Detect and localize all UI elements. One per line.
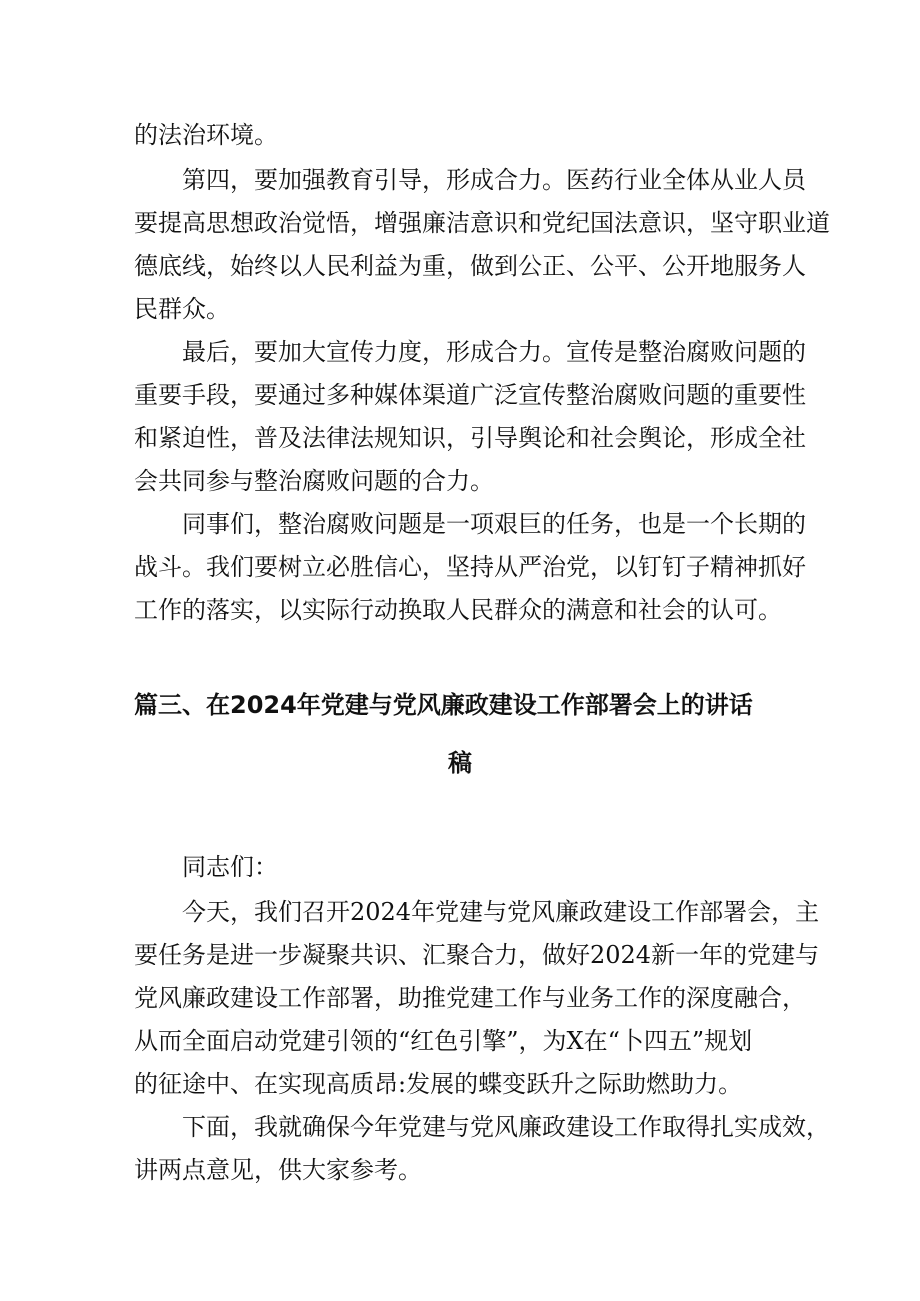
paragraph-line: 民群众。 [134,295,230,323]
paragraph-line: 第四，要加强教育引导，形成合力。医药行业全体从业人员 [182,166,806,194]
paragraph-line: 和紧迫性，普及法律法规知识，引导舆论和社会舆论，形成全社 [134,424,806,452]
paragraph-line: 要提高思想政治觉悟，增强廉洁意识和党纪国法意识，坚守职业道 [134,209,830,237]
paragraph-line: 会共同参与整治腐败问题的合力。 [134,467,494,495]
salutation: 同志们： [182,853,278,881]
paragraph-line: 讲两点意见，供大家参考。 [134,1156,422,1184]
paragraph-line: 要任务是进一步凝聚共识、汇聚合力，做好2024新一年的党建与 [134,941,820,969]
paragraph-line: 重要手段，要通过多种媒体渠道广泛宣传整治腐败问题的重要性 [134,381,806,409]
paragraph-line: 下面，我就确保今年党建与党风廉政建设工作取得扎实成效， [182,1113,830,1141]
paragraph-line: 从而全面启动党建引领的“红色引擎”，为X在“卜四五”规划 [134,1027,753,1055]
section-heading: 篇三、在2024年党建与党风廉政建设工作部署会上的讲话 [134,691,753,719]
paragraph-line: 德底线，始终以人民利益为重，做到公正、公平、公开地服务人 [134,252,806,280]
paragraph-line: 今天，我们召开2024年党建与党风廉政建设工作部署会，主 [182,898,820,926]
paragraph-line: 最后，要加大宣传力度，形成合力。宣传是整治腐败问题的 [182,338,806,366]
paragraph-line: 党风廉政建设工作部署，助推党建工作与业务工作的深度融合， [134,984,806,1012]
paragraph-line: 工作的落实，以实际行动换取人民群众的满意和社会的认可。 [134,596,782,624]
paragraph-line: 的法治环境。 [134,121,278,149]
section-heading-continuation: 稿 [448,749,472,777]
paragraph-line: 的征途中、在实现高质昂:发展的蝶变跃升之际助燃助力。 [134,1070,743,1098]
paragraph-line: 同事们，整治腐败问题是一项艰巨的任务，也是一个长期的 [182,510,806,538]
paragraph-line: 战斗。我们要树立必胜信心，坚持从严治党，以钉钉子精神抓好 [134,553,806,581]
